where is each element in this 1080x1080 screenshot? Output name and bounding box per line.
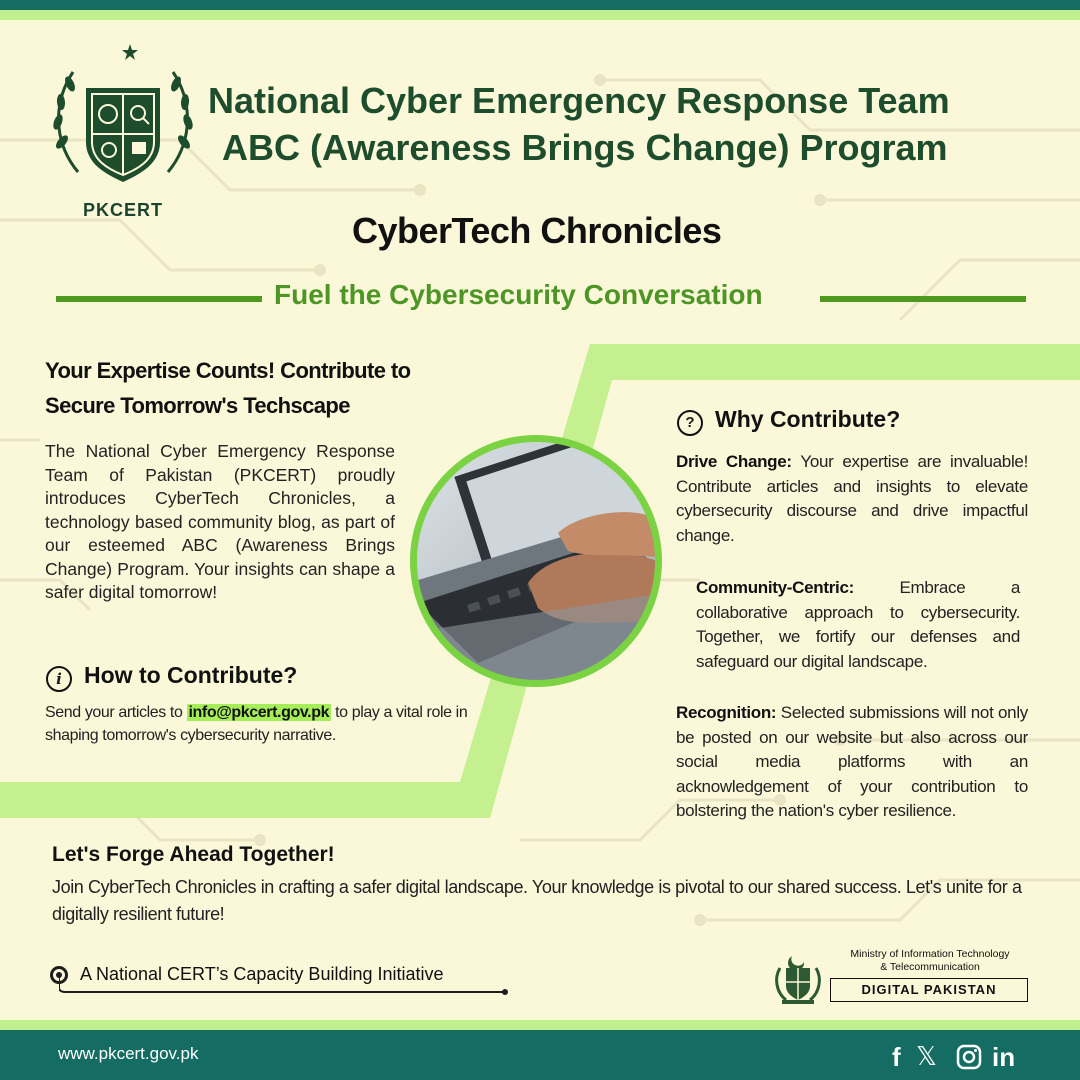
point-text: Embrace a collaborative approach to cybersecurity. Together, we fortify our defenses and safeguard our digital landscape.	[696, 578, 1020, 671]
tagline-rule-left	[56, 296, 262, 302]
website-link[interactable]: www.pkcert.gov.pk	[58, 1044, 199, 1063]
pkcert-emblem-icon	[48, 42, 198, 197]
how-text-before: Send your articles to	[45, 704, 187, 721]
initiative-underline	[59, 976, 509, 996]
forge-heading: Let's Forge Ahead Together!	[52, 843, 335, 866]
point-text: Selected submissions will not only be posted on our website but also across our social media platforms with an acknowledgement of your contribution to bolstering the nation's cyber resilience.	[676, 703, 1028, 820]
pkcert-logo	[48, 42, 198, 222]
point-recognition	[676, 701, 1028, 824]
tagline: Fuel the Cybersecurity Conversation	[274, 279, 763, 310]
laptop-typing-image	[408, 433, 664, 689]
linkedin-icon[interactable]: in	[992, 1042, 1016, 1072]
digital-pakistan-badge: DIGITAL PAKISTAN	[830, 978, 1028, 1002]
facebook-icon[interactable]: f	[892, 1042, 901, 1072]
ministry-name	[832, 948, 1028, 974]
forge-text: Join CyberTech Chronicles in crafting a safer digital landscape. Your knowledge is pivotal to our shared success. Let's unite for a digitally resilient future!	[52, 877, 1022, 924]
tagline-rule-right	[820, 296, 1026, 302]
point-text: Your expertise are invaluable! Contribute articles and insights to elevate cybersecurity discourse and drive impactful change.	[676, 452, 1028, 545]
instagram-icon[interactable]	[956, 1044, 982, 1070]
x-icon[interactable]: 𝕏	[916, 1042, 937, 1072]
initiative-text: A National CERT’s Capacity Building Initiative	[80, 964, 444, 984]
logo-text: PKCERT	[82, 200, 163, 220]
contact-email-link[interactable]: info@pkcert.gov.pk	[188, 704, 330, 721]
info-icon: i	[46, 666, 72, 692]
point-community-centric	[696, 576, 1020, 674]
initiative-tag	[50, 962, 510, 998]
program-title: ABC (Awareness Brings Change) Program	[222, 127, 948, 168]
why-contribute-heading: Why Contribute?	[715, 406, 901, 432]
blog-title: CyberTech Chronicles	[352, 210, 722, 251]
ministry-line1: Ministry of Information Technology	[850, 948, 1010, 960]
intro-paragraph: The National Cyber Emergency Response Team of Pakistan (PKCERT) proudly introduces CyberTech Chronicles, a technology based community blog, as part of our esteemed ABC (Awareness Brings Change) Program. Your insights can shape a safer digital tomorrow!	[45, 441, 395, 602]
how-text-after: to play a vital role in shaping tomorrow's cybersecurity narrative.	[45, 704, 468, 744]
expertise-heading: Your Expertise Counts! Contribute to Secure Tomorrow's Techscape	[45, 358, 411, 418]
point-label: Recognition:	[676, 703, 777, 722]
point-label: Community-Centric:	[696, 578, 854, 597]
org-title: National Cyber Emergency Response Team	[208, 80, 950, 121]
government-emblem-icon	[772, 950, 824, 1006]
ministry-line2: & Telecommunication	[880, 961, 980, 973]
point-label: Drive Change:	[676, 452, 792, 471]
how-to-contribute-text	[45, 701, 505, 747]
question-icon: ?	[677, 410, 703, 436]
how-to-contribute-heading: How to Contribute?	[84, 662, 298, 688]
footer-lime-bar	[0, 1020, 1080, 1030]
point-drive-change	[676, 450, 1028, 548]
